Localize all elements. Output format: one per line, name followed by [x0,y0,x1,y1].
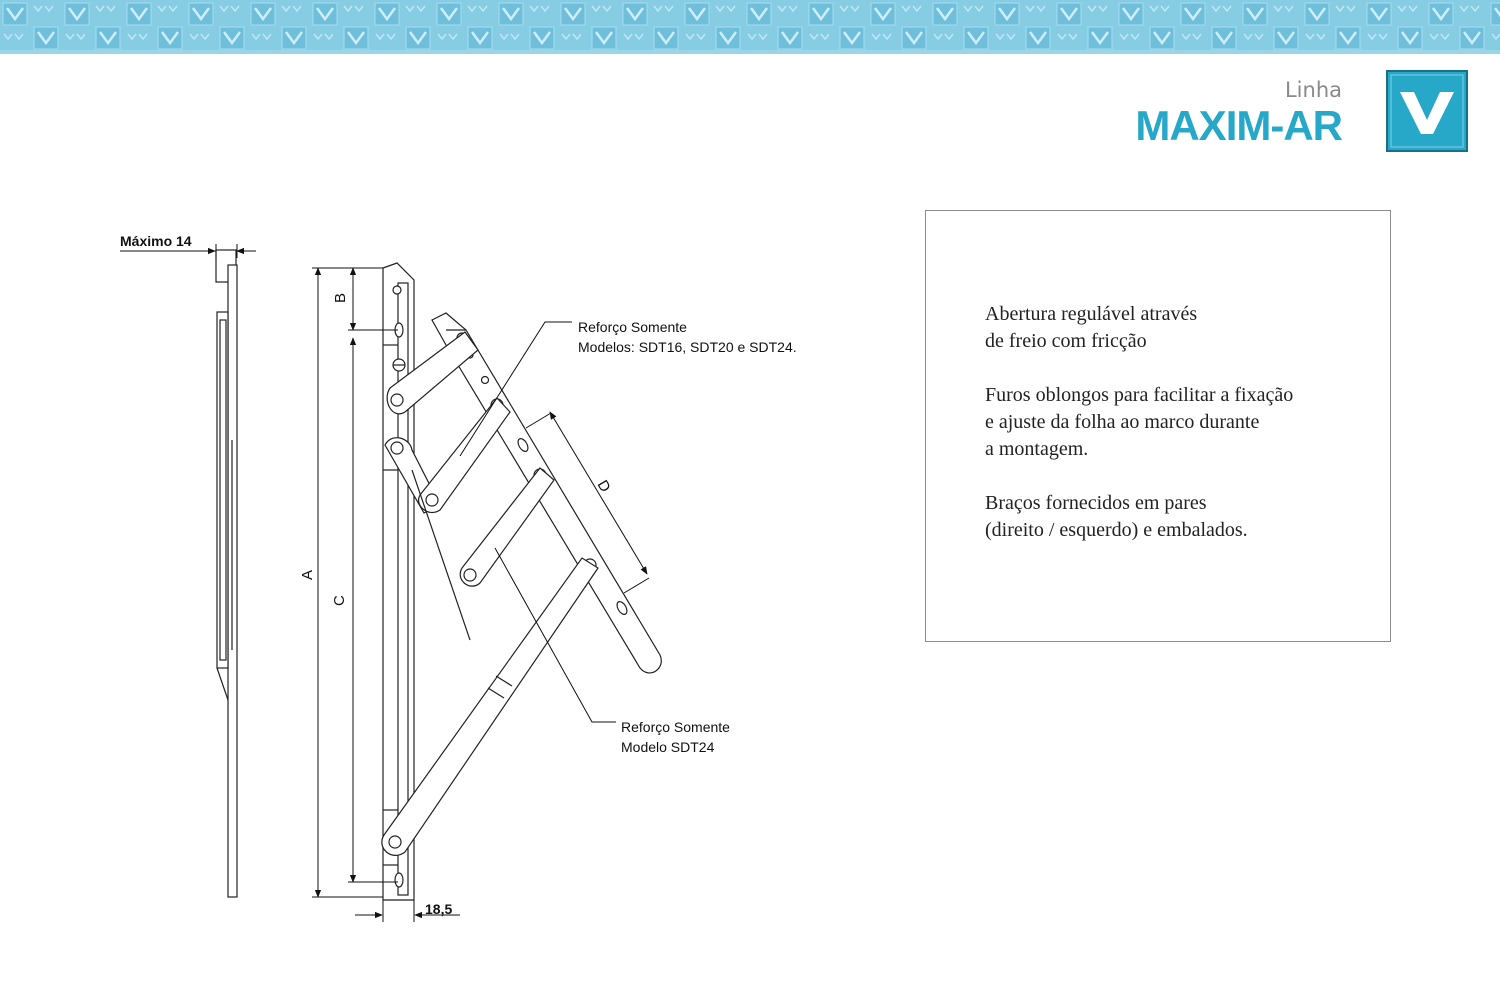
dim-b-label: B [332,292,349,303]
info-paragraph-3: Braços fornecidos em pares (direito / esquerdo) e embalados. [985,492,1248,541]
side-view-profile [216,250,237,897]
brand-header [1100,68,1480,158]
dim-c-label: C [331,595,348,606]
note2-line1: Reforço Somente [621,719,730,735]
note1-line2: Modelos: SDT16, SDT20 e SDT24. [578,339,797,355]
v-chevron-icon [1386,70,1468,152]
note2-line2: Modelo SDT24 [621,739,715,755]
dim-a-label: A [299,569,316,580]
dim-bottom-label: 18,5 [425,901,453,917]
dim-d-label: D [593,477,614,496]
info-paragraph-1: Abertura regulável através de freio com fricção [985,303,1198,352]
info-text [985,301,1385,571]
max-dimension-label: Máximo 14 [120,233,192,249]
note1-line1: Reforço Somente [578,319,687,335]
brand-name: MAXIM-AR [1135,102,1342,149]
info-box [925,210,1391,642]
info-paragraph-2: Furos oblongos para facilitar a fixação e ajuste da folha ao marco durante a montagem. [985,384,1294,460]
brand-line-label: Linha [1284,78,1342,102]
